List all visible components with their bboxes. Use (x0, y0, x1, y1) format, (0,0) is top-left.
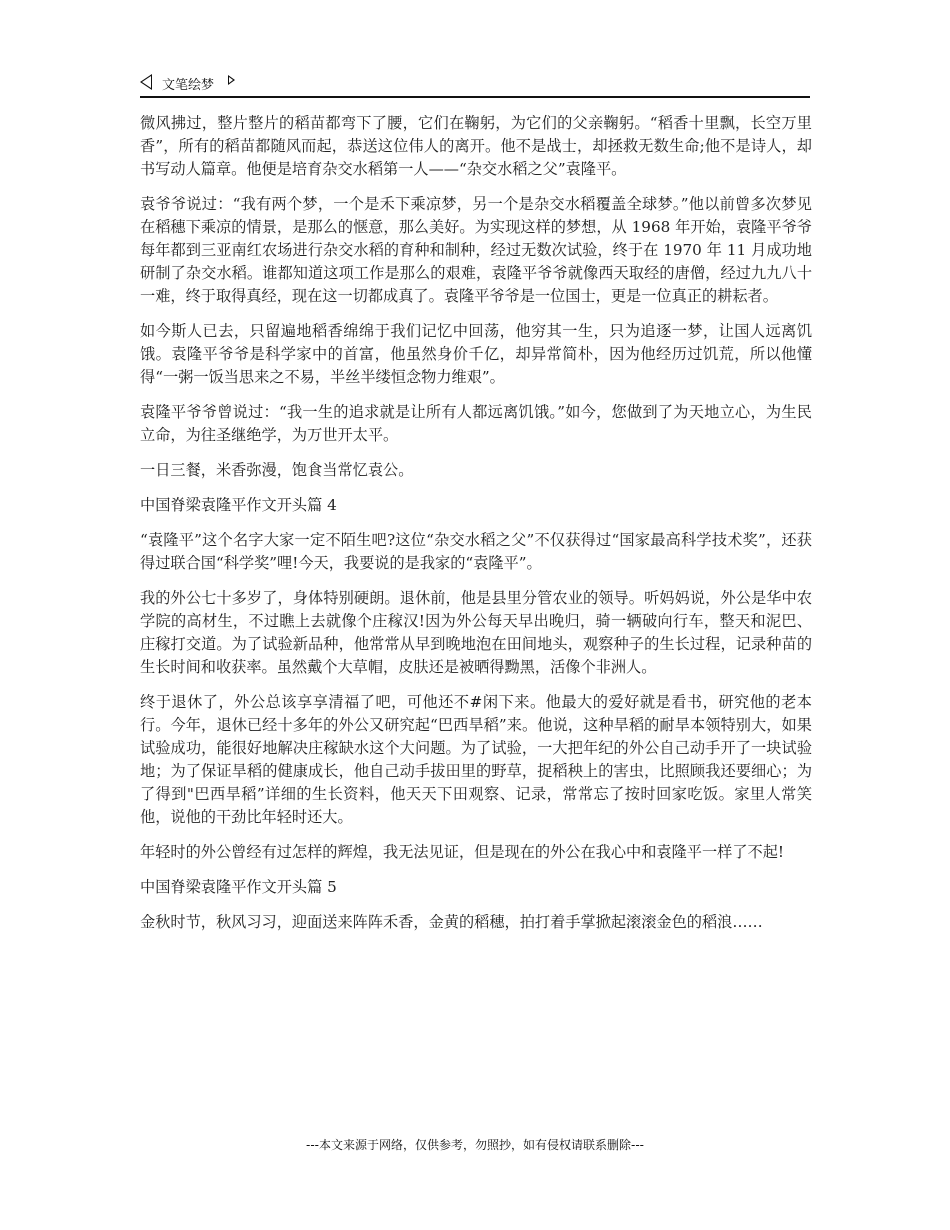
paragraph: 一日三餐，米香弥漫，饱食当常忆袁公。 (140, 461, 414, 479)
page-header (140, 70, 810, 98)
section-heading: 中国脊梁袁隆平作文开头篇 4 (140, 496, 337, 514)
right-triangle-icon (228, 75, 235, 85)
header-title: 文笔绘梦 (162, 78, 215, 93)
paragraph: 终于退休了，外公总该享享清福了吧，可他还不#闲下来。他最大的爱好就是看书，研究他的老本行。今年，退休已经十多年的外公又研究起“巴西旱稻”来。他说，这种旱稻的耐旱本领特别大，如果试验成功，能很好地解决庄稼缺水这个大问题。为了试验，一大把年纪的外公自己动手开了一块试验地；为了保证旱稻的健康成长，他自己动手拔田里的野草，捉稻秧上的害虫，比照顾我还要细心；为了得到"巴西旱稻”详细的生长资料，他天天下田观察、记录，常常忘了按时回家吃饭。家里人常笑他，说他的干劲比年轻时还大。 (140, 693, 812, 826)
footer-disclaimer: ---本文来源于网络，仅供参考，勿照抄，如有侵权请联系删除--- (306, 1138, 644, 1152)
paragraph: “袁隆平”这个名字大家一定不陌生吧?这位“杂交水稻之父”不仅获得过“国家最高科学技术奖”，还获得过联合国“科学奖”哩!今天，我要说的是我家的“袁隆平”。 (140, 531, 812, 572)
paragraph: 袁隆平爷爷曾说过：“我一生的追求就是让所有人都远离饥饿。”如今，您做到了为天地立心，为生民立命，为往圣继绝学，为万世开太平。 (140, 403, 812, 444)
paragraph: 如今斯人已去，只留遍地稻香绵绵于我们记忆中回荡，他穷其一生，只为追逐一梦，让国人远离饥饿。袁隆平爷爷是科学家中的首富，他虽然身价千亿，却异常简朴，因为他经历过饥荒，所以他懂得“一粥一饭当思来之不易，半丝半缕恒念物力维艰”。 (140, 322, 812, 386)
paragraph: 金秋时节，秋风习习，迎面送来阵阵禾香，金黄的稻穗，拍打着手掌掀起滚滚金色的稻浪…… (140, 913, 763, 931)
paragraph: 我的外公七十多岁了，身体特别硬朗。退休前，他是县里分管农业的领导。听妈妈说，外公是华中农学院的高材生，不过瞧上去就像个庄稼汉!因为外公每天早出晚归，骑一辆破向行车，整天和泥巴、庄稼打交道。为了试验新品种，他常常从早到晚地泡在田间地头，观察种子的生长过程，记录种苗的生长时间和收获率。虽然戴个大草帽，皮肤还是被晒得黝黑，活像个非洲人。 (140, 589, 812, 676)
paragraph: 微风拂过，整片整片的稻苗都弯下了腰，它们在鞠躬，为它们的父亲鞠躬。“稻香十里飘，长空万里香”，所有的稻苗都随风而起，恭送这位伟人的离开。他不是战士，却拯救无数生命;他不是诗人，却书写动人篇章。他便是培育杂交水稻第一人——“杂交水稻之父”袁隆平。 (140, 114, 812, 178)
article-body (140, 112, 812, 946)
paragraph: 年轻时的外公曾经有过怎样的辉煌，我无法见证，但是现在的外公在我心中和袁隆平一样了不起! (140, 843, 784, 861)
left-triangle-icon (140, 74, 152, 90)
section-heading: 中国脊梁袁隆平作文开头篇 5 (140, 878, 337, 896)
paragraph: 袁爷爷说过：“我有两个梦，一个是禾下乘凉梦，另一个是杂交水稻覆盖全球梦。”他以前曾多次梦见在稻穗下乘凉的情景，是那么的惬意，那么美好。为实现这样的梦想，从 1968 年开始，袁隆平爷爷每年都到三亚南红农场进行杂交水稻的育种和制种，经过无数次试验，终于在 1970 年 11 月成功地研制了杂交水稻。谁都知道这项工作是那么的艰难，袁隆平爷爷就像西天取经的唐僧，经过九九八十一难，终于取得真经，现在这一切都成真了。袁隆平爷爷是一位国士，更是一位真正的耕耘者。 (140, 195, 812, 305)
